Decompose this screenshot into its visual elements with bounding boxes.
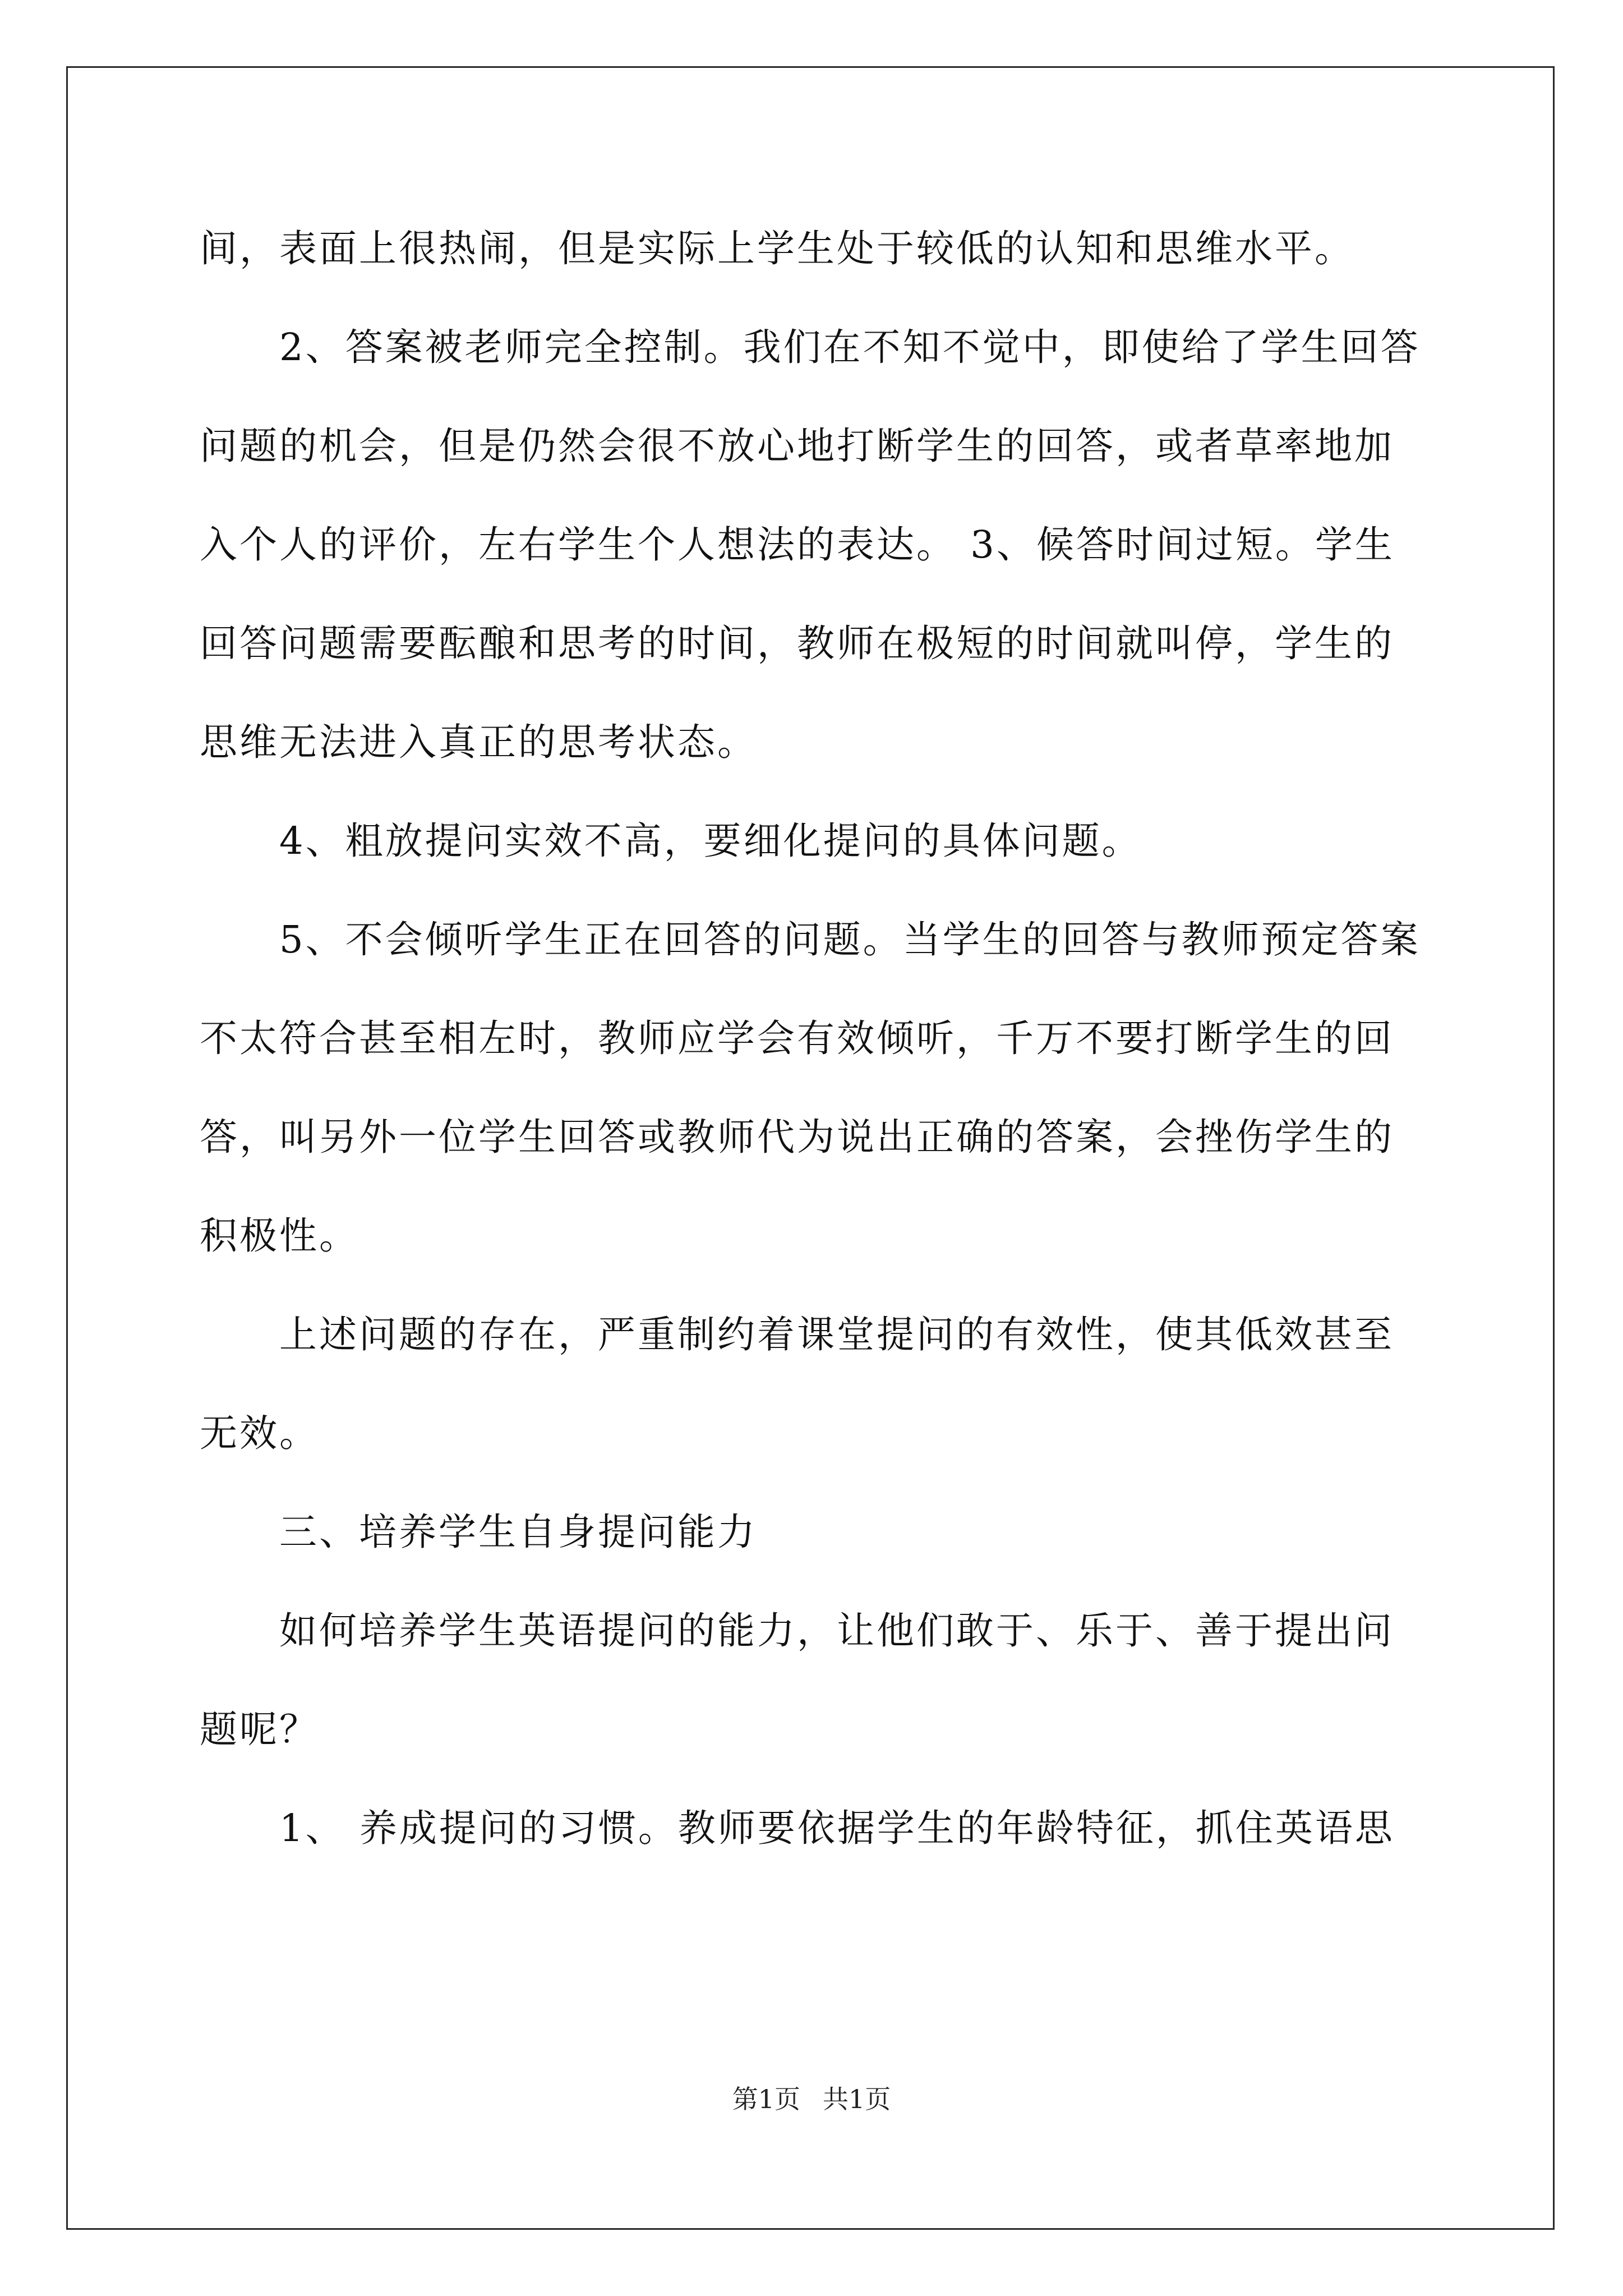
text-line: 如何培养学生英语提问的能力，让他们敢于、乐于、善于提出问 <box>200 1609 1394 1653</box>
text-line: 1、 养成提问的习惯。教师要依据学生的年龄特征，抓住英语思 <box>200 1806 1395 1850</box>
page-number-current: 第1页 <box>732 2084 800 2114</box>
page-footer <box>0 2082 1623 2116</box>
page-number-total: 共1页 <box>823 2084 891 2114</box>
text-line: 间，表面上很热闹，但是实际上学生处于较低的认知和思维水平。 <box>200 227 1354 270</box>
document-body <box>200 199 1433 1878</box>
text-line: 问题的机会，但是仍然会很不放心地打断学生的回答，或者草率地加 <box>200 424 1394 468</box>
text-line: 积极性。 <box>200 1214 359 1258</box>
text-line: 答，叫另外一位学生回答或教师代为说出正确的答案，会挫伤学生的 <box>200 1115 1394 1159</box>
text-line: 入个人的评价，左右学生个人想法的表达。 3、候答时间过短。学生 <box>200 523 1395 567</box>
text-line: 题呢？ <box>200 1708 319 1751</box>
text-line: 2、答案被老师完全控制。我们在不知不觉中，即使给了学生回答 <box>200 325 1421 369</box>
text-line: 4、粗放提问实效不高，要细化提问的具体问题。 <box>200 819 1142 863</box>
text-line: 无效。 <box>200 1411 319 1455</box>
text-line: 三、培养学生自身提问能力 <box>200 1510 757 1554</box>
text-line: 上述问题的存在，严重制约着课堂提问的有效性，使其低效甚至 <box>200 1313 1394 1356</box>
text-line: 5、不会倾听学生正在回答的问题。当学生的回答与教师预定答案 <box>200 918 1421 961</box>
text-line: 不太符合甚至相左时，教师应学会有效倾听，千万不要打断学生的回 <box>200 1016 1394 1060</box>
text-line: 思维无法进入真正的思考状态。 <box>200 720 757 764</box>
text-line: 回答问题需要酝酿和思考的时间，教师在极短的时间就叫停，学生的 <box>200 622 1394 665</box>
